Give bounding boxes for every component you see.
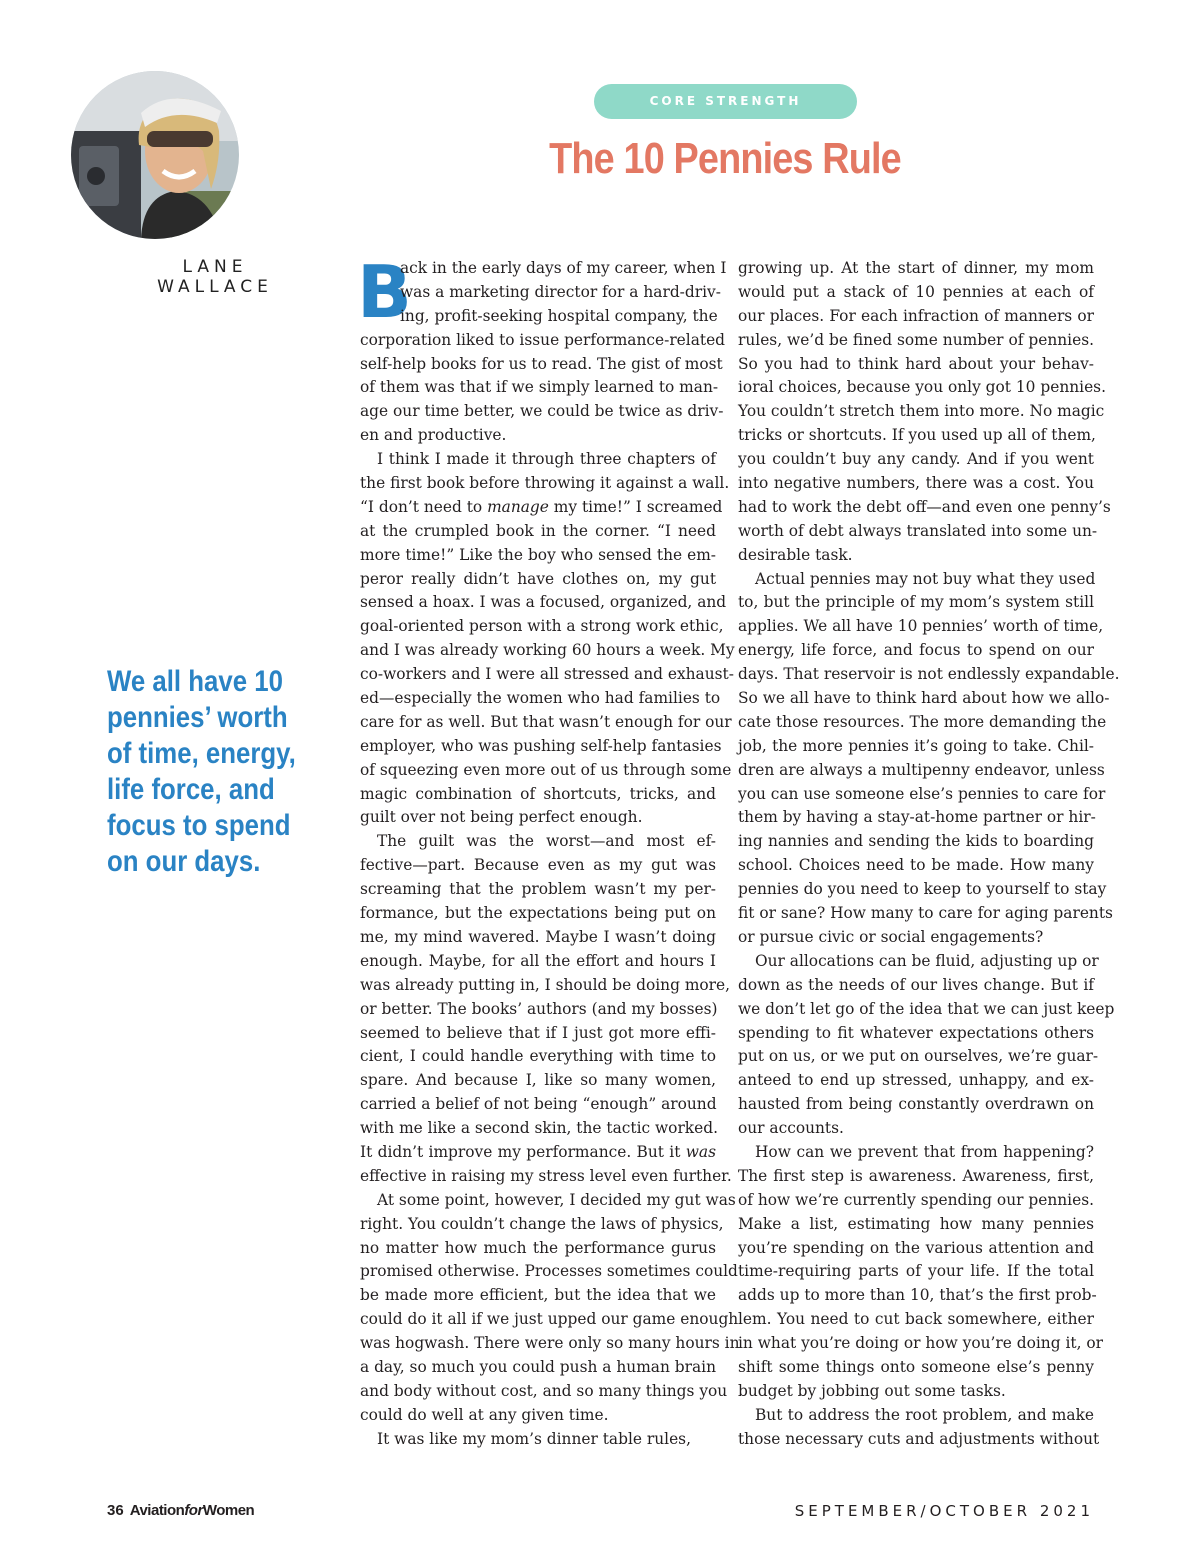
article-line: So you had to think hard about your behav-: [738, 354, 1094, 373]
publication-name-part: Aviation: [129, 1502, 185, 1519]
article-line: at the crumpled book in the corner. “I need: [360, 521, 716, 540]
article-line: age our time better, we could be twice as driv-: [360, 402, 724, 421]
publication-name-part: for: [184, 1502, 203, 1519]
article-line: It didn’t improve my performance. But it was: [360, 1142, 716, 1161]
article-line: our accounts.: [738, 1119, 844, 1138]
article-line: of how we’re currently spending our pennies.: [738, 1190, 1094, 1209]
article-line: cate those resources. The more demanding the: [738, 712, 1107, 731]
article-line: be made more efficient, but the idea that we: [360, 1286, 716, 1305]
article-line: But to address the root problem, and make: [755, 1405, 1094, 1424]
article-line: Our allocations can be fluid, adjusting up or: [755, 951, 1099, 970]
section-label: CORE STRENGTH: [594, 84, 857, 119]
article-line: was a marketing director for a hard-driv-: [400, 282, 721, 301]
article-line: of squeezing even more out of us through some: [360, 760, 732, 779]
article-line: goal-oriented person with a strong work ethic,: [360, 617, 724, 636]
article-line: enough. Maybe, for all the effort and hours I: [360, 951, 716, 970]
article-column-right: [738, 257, 1120, 1452]
author-first-name: LANE: [182, 257, 248, 277]
author-photo-icon: [71, 71, 239, 239]
publication-name-part: Women: [202, 1502, 255, 1519]
page-number: 36: [107, 1502, 124, 1519]
article-line: corporation liked to issue performance-related: [360, 330, 726, 349]
article-line: spending to fit whatever expectations others: [738, 1023, 1094, 1042]
article-line: days. That reservoir is not endlessly expandable.: [738, 665, 1120, 684]
article-line: them by having a stay-at-home partner or hir-: [738, 808, 1096, 827]
footer-folio: [107, 1502, 254, 1519]
article-line: tricks or shortcuts. If you used up all of them,: [738, 426, 1096, 445]
article-column-left: [360, 257, 740, 1452]
article-line: anteed to end up stressed, unhappy, and ex-: [738, 1071, 1094, 1090]
pull-quote-line: focus to spend: [107, 809, 291, 842]
article-line: school. Choices need to be made. How many: [738, 856, 1094, 875]
article-line: had to work the debt off—and even one penny’s: [738, 497, 1111, 516]
article-line: time-requiring parts of your life. If the total: [738, 1262, 1094, 1281]
article-line: could do it all if we just upped our game enough: [360, 1310, 739, 1329]
article-line: screaming that the problem wasn’t my per-: [360, 880, 716, 899]
article-line: care for as well. But that wasn’t enough for our: [360, 712, 732, 731]
article-line: The guilt was the worst—and most ef-: [377, 832, 716, 851]
article-line: we don’t let go of the idea that we can just keep: [738, 999, 1115, 1018]
article-line: lem. You need to cut back somewhere, either: [738, 1310, 1094, 1329]
article-line: self-help books for us to read. The gist of most: [360, 354, 723, 373]
article-line: en and productive.: [360, 426, 507, 445]
article-line: fective—part. Because even as my gut was: [360, 856, 716, 875]
article-line: dren are always a multipenny endeavor, unless: [738, 760, 1105, 779]
article-line: desirable task.: [738, 545, 853, 564]
author-photo: [71, 71, 239, 239]
article-line: growing up. At the start of dinner, my mom: [738, 259, 1094, 277]
article-line: job, the more pennies it’s going to take. Chil-: [738, 736, 1094, 755]
issue-date: SEPTEMBER/OCTOBER 2021: [794, 1502, 1094, 1520]
article-line: you’re spending on the various attention and: [738, 1238, 1094, 1257]
article-line: ack in the early days of my career, when I: [400, 259, 727, 277]
drop-cap: B: [357, 250, 412, 334]
pull-quote-line: pennies’ worth: [107, 701, 288, 734]
article-line: adds up to more than 10, that’s the first prob-: [738, 1286, 1097, 1305]
article-line: more time!” Like the boy who sensed the em-: [360, 545, 716, 564]
author-last-name: WALLACE: [157, 277, 273, 297]
article-line: You couldn’t stretch them into more. No magic: [738, 402, 1105, 421]
article-line: pennies do you need to keep to yourself to stay: [738, 880, 1107, 899]
pull-quote-line: on our days.: [107, 845, 261, 878]
article-line: those necessary cuts and adjustments without: [738, 1429, 1100, 1448]
article-line: fit or sane? How many to care for aging parents: [738, 904, 1113, 923]
article-line: promised otherwise. Processes sometimes could: [360, 1262, 738, 1281]
article-line: to, but the principle of my mom’s system still: [738, 593, 1094, 612]
article-line: It was like my mom’s dinner table rules,: [377, 1429, 691, 1448]
article-line: shift some things onto someone else’s penny: [738, 1357, 1094, 1376]
article-line: of them was that if we simply learned to man-: [360, 378, 719, 397]
article-line: budget by jobbing out some tasks.: [738, 1381, 1006, 1400]
article-line: a day, so much you could push a human brain: [360, 1357, 716, 1376]
article-line: our places. For each infraction of manners or: [738, 306, 1094, 325]
article-line: in what you’re doing or how you’re doing it, or: [738, 1334, 1103, 1353]
article-line: ioral choices, because you only got 10 pennies.: [738, 378, 1106, 397]
article-line: worth of debt always translated into some un-: [738, 521, 1098, 540]
article-line: or pursue civic or social engagements?: [738, 927, 1044, 946]
article-line: employer, who was pushing self-help fantasies: [360, 736, 722, 755]
article-line: rules, we’d be fined some number of pennies.: [738, 330, 1094, 349]
article-line: right. You couldn’t change the laws of physics,: [360, 1214, 724, 1233]
pull-quote-line: of time, energy,: [107, 737, 296, 770]
article-line: and I was already working 60 hours a week. My: [360, 641, 735, 660]
article-line: co-workers and I were all stressed and exhaust-: [360, 665, 734, 684]
article-line: you can use someone else’s pennies to care for: [738, 784, 1106, 803]
article-line: the first book before throwing it against a wall.: [360, 474, 730, 493]
article-line: The first step is awareness. Awareness, first,: [738, 1166, 1094, 1185]
article-line: I think I made it through three chapters of: [377, 450, 716, 469]
article-line: Make a list, estimating how many pennies: [738, 1214, 1094, 1233]
pull-quote: [107, 664, 307, 880]
article-line: “I don’t need to manage my time!” I screamed: [360, 497, 723, 516]
article-line: Actual pennies may not buy what they used: [755, 569, 1096, 588]
article-line: magic combination of shortcuts, tricks, and: [360, 784, 716, 803]
article-line: into negative numbers, there was a cost. You: [738, 474, 1094, 493]
article-line: ed—especially the women who had families to: [360, 689, 721, 708]
publication-name: [130, 1502, 255, 1519]
article-line: no matter how much the performance gurus: [360, 1238, 716, 1257]
article-line: you couldn’t buy any candy. And if you went: [738, 450, 1094, 469]
article-line: peror really didn’t have clothes on, my gut: [360, 569, 716, 588]
article-line: cient, I could handle everything with time to: [360, 1047, 716, 1066]
article-line: ing nannies and sending the kids to boarding: [738, 832, 1094, 851]
article-line: me, my mind wavered. Maybe I wasn’t doing: [360, 927, 716, 946]
article-line: seemed to believe that if I just got more effi-: [360, 1023, 716, 1042]
pull-quote-line: We all have 10: [107, 665, 283, 698]
article-line: spare. And because I, like so many women,: [360, 1071, 716, 1090]
article-line: carried a belief of not being “enough” around: [360, 1095, 717, 1114]
article-line: with me like a second skin, the tactic worked.: [360, 1119, 718, 1138]
article-title: The 10 Pennies Rule: [549, 134, 901, 183]
article-line: was hogwash. There were only so many hours in: [360, 1334, 740, 1353]
article-line: effective in raising my stress level even further.: [360, 1166, 732, 1185]
pull-quote-line: life force, and: [107, 773, 275, 806]
article-line: put on us, or we put on ourselves, we’re guar-: [738, 1047, 1099, 1066]
article-line: would put a stack of 10 pennies at each of: [738, 282, 1094, 301]
article-line: ing, profit-seeking hospital company, the: [400, 306, 718, 325]
article-line: sensed a hoax. I was a focused, organized, and: [360, 593, 727, 612]
article-line: How can we prevent that from happening?: [755, 1142, 1094, 1161]
article-line: hausted from being constantly overdrawn on: [738, 1095, 1094, 1114]
article-line: guilt over not being perfect enough.: [360, 808, 643, 827]
article-line: formance, but the expectations being put on: [360, 904, 716, 923]
article-line: and body without cost, and so many things you: [360, 1381, 728, 1400]
article-line: down as the needs of our lives change. But if: [738, 975, 1094, 994]
article-line: applies. We all have 10 pennies’ worth of time,: [738, 617, 1104, 636]
article-line: So we all have to think hard about how we allo-: [738, 689, 1110, 708]
article-line: or better. The books’ authors (and my bosses): [360, 999, 718, 1018]
article-line: energy, life force, and focus to spend on our: [738, 641, 1094, 660]
article-line: could do well at any given time.: [360, 1405, 609, 1424]
author-byline: [150, 257, 280, 297]
article-line: was already putting in, I should be doing more,: [360, 975, 731, 994]
article-line: At some point, however, I decided my gut was: [377, 1190, 736, 1209]
